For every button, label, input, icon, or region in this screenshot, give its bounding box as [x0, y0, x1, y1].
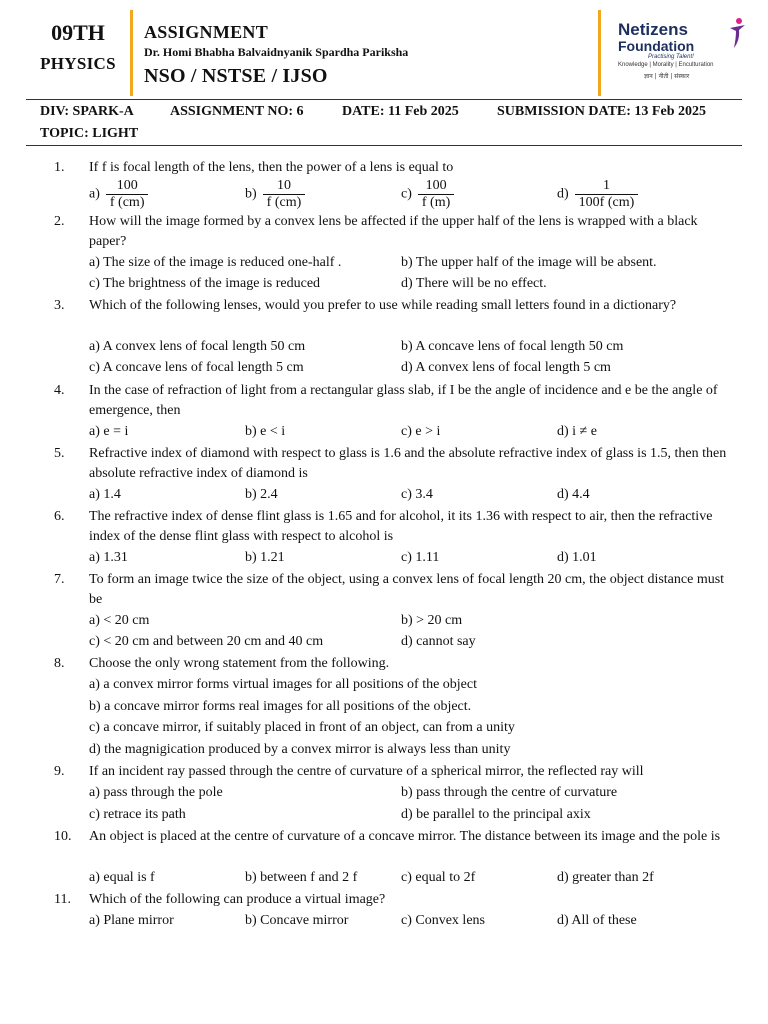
option-a: a) pass through the pole — [89, 785, 223, 800]
option-a: a) e = i — [89, 424, 129, 439]
assignment-date: DATE: 11 Feb 2025 — [342, 104, 459, 119]
question-text: If f is focal length of the lens, then the power of a lens is equal to — [89, 160, 454, 175]
exam-full-name: Dr. Homi Bhabha Balvaidnyanik Spardha Pariksha — [144, 45, 409, 59]
header — [26, 10, 742, 98]
option-c: c) equal to 2f — [401, 870, 476, 885]
question-number: 6. — [54, 509, 65, 524]
option-c: c) e > i — [401, 424, 441, 439]
question-text: Which of the following lenses, would you prefer to use while reading small letters found in a dictionary? — [89, 298, 677, 313]
option-b: b) 2.4 — [245, 487, 278, 502]
question-number: 9. — [54, 764, 65, 779]
option-b: b) between f and 2 f — [245, 870, 358, 885]
option-b: b) The upper half of the image will be absent. — [401, 255, 657, 270]
option-d: d) the magnigication produced by a convex mirror is always less than unity — [89, 742, 511, 757]
option-d: d) $\frac{1}{100f (cm)}$ — [557, 178, 638, 211]
logo-name-line2: Foundation — [618, 38, 695, 54]
option-d: d) cannot say — [401, 634, 476, 649]
option-c: c) retrace its path — [89, 807, 186, 822]
question-text: How will the image formed by a convex lens be affected if the upper half of the lens is wrapped with a black paper? — [89, 214, 698, 249]
question-text: To form an image twice the size of the object, using a convex lens of focal length 20 cm, the object distance must be — [89, 572, 725, 607]
option-b: b) 1.21 — [245, 550, 285, 565]
logo-motto: Knowledge | Morality | Enculturation — [618, 62, 714, 68]
option-b: b) a concave mirror forms real images for all positions of the object. — [89, 699, 472, 714]
option-d: d) There will be no effect. — [401, 276, 547, 291]
question-number: 1. — [54, 160, 65, 175]
subject-label: PHYSICS — [40, 54, 116, 73]
doc-type: ASSIGNMENT — [144, 22, 269, 42]
option-b: b) e < i — [245, 424, 286, 439]
logo-tagline: Practising Talent! — [648, 54, 694, 60]
option-a: a) Plane mirror — [89, 913, 174, 928]
question-text: In the case of refraction of light from a rectangular glass slab, if I be the angle of incidence and e be the angle of emergence, then — [89, 383, 718, 418]
option-c: c) 3.4 — [401, 487, 433, 502]
assignment-number: ASSIGNMENT NO: 6 — [170, 104, 304, 119]
class-block — [26, 20, 130, 76]
question-text: An object is placed at the centre of curvature of a concave mirror. The distance between its image and the pole is — [89, 829, 721, 844]
question-number: 2. — [54, 214, 65, 229]
title-block — [144, 22, 594, 88]
question-text: The refractive index of dense flint glass is 1.65 and for alcohol, it its 1.36 with respect to air, then the refractive index of the dense flint glass with respect to alcohol is — [89, 509, 713, 544]
logo-motto-hindi: ज्ञान | नीती | संस्कार — [644, 73, 690, 80]
option-b: b) pass through the centre of curvature — [401, 785, 618, 800]
question-text: Refractive index of diamond with respect to glass is 1.6 and the absolute refractive index of glass is 1.5, then then absolute refractive index of diamond is — [89, 446, 727, 481]
option-a: a) 1.31 — [89, 550, 128, 565]
meta-rule — [26, 145, 742, 146]
option-c: c) $\frac{100}{f (m)}$ — [401, 178, 454, 211]
option-a: a) 1.4 — [89, 487, 121, 502]
question-number: 10. — [54, 829, 72, 844]
division-label: DIV: SPARK-A — [40, 104, 134, 119]
option-d: d) 1.01 — [557, 550, 597, 565]
option-a: a) equal is f — [89, 870, 155, 885]
option-d: d) be parallel to the principal axix — [401, 807, 591, 822]
option-b: b) $\frac{10}{f (cm)}$ — [245, 178, 305, 211]
question-number: 8. — [54, 656, 65, 671]
option-c: c) The brightness of the image is reduced — [89, 276, 321, 291]
question-number: 4. — [54, 383, 65, 398]
question-number: 3. — [54, 298, 65, 313]
option-a: a) $\frac{100}{f (cm)}$ — [89, 178, 148, 211]
option-a: a) a convex mirror forms virtual images for all positions of the object — [89, 677, 478, 692]
netizens-logo — [614, 14, 744, 84]
option-a: a) < 20 cm — [89, 613, 150, 628]
option-a: a) A convex lens of focal length 50 cm — [89, 339, 306, 354]
topic-label: TOPIC: LIGHT — [40, 126, 139, 141]
option-c: c) < 20 cm and between 20 cm and 40 cm — [89, 634, 324, 649]
option-d: d) All of these — [557, 913, 637, 928]
submission-date: SUBMISSION DATE: 13 Feb 2025 — [497, 104, 706, 119]
option-c: c) A concave lens of focal length 5 cm — [89, 360, 304, 375]
standard-label: 09TH — [51, 20, 105, 45]
question-text: If an incident ray passed through the centre of curvature of a spherical mirror, the reflected ray will — [89, 764, 644, 779]
option-c: c) Convex lens — [401, 913, 485, 928]
question-number: 11. — [54, 892, 71, 907]
option-c: c) 1.11 — [401, 550, 440, 565]
option-d: d) 4.4 — [557, 487, 590, 502]
question-number: 5. — [54, 446, 65, 461]
option-b: b) Concave mirror — [245, 913, 349, 928]
option-a: a) The size of the image is reduced one-half . — [89, 255, 342, 270]
option-d: d) A convex lens of focal length 5 cm — [401, 360, 611, 375]
question-number: 7. — [54, 572, 65, 587]
question-text: Which of the following can produce a virtual image? — [89, 892, 386, 907]
exam-names: NSO / NSTSE / IJSO — [144, 65, 328, 87]
question-text: Choose the only wrong statement from the following. — [89, 656, 390, 671]
option-d: d) i ≠ e — [557, 424, 597, 439]
header-divider-left — [130, 10, 133, 96]
header-divider-right — [598, 10, 601, 96]
option-b: b) A concave lens of focal length 50 cm — [401, 339, 624, 354]
logo-name-line1: Netizens — [618, 20, 688, 39]
option-d: d) greater than 2f — [557, 870, 654, 885]
person-figure-icon — [726, 16, 748, 50]
header-rule — [26, 99, 742, 100]
option-b: b) > 20 cm — [401, 613, 463, 628]
option-c: c) a concave mirror, if suitably placed in front of an object, can from a unity — [89, 720, 515, 735]
